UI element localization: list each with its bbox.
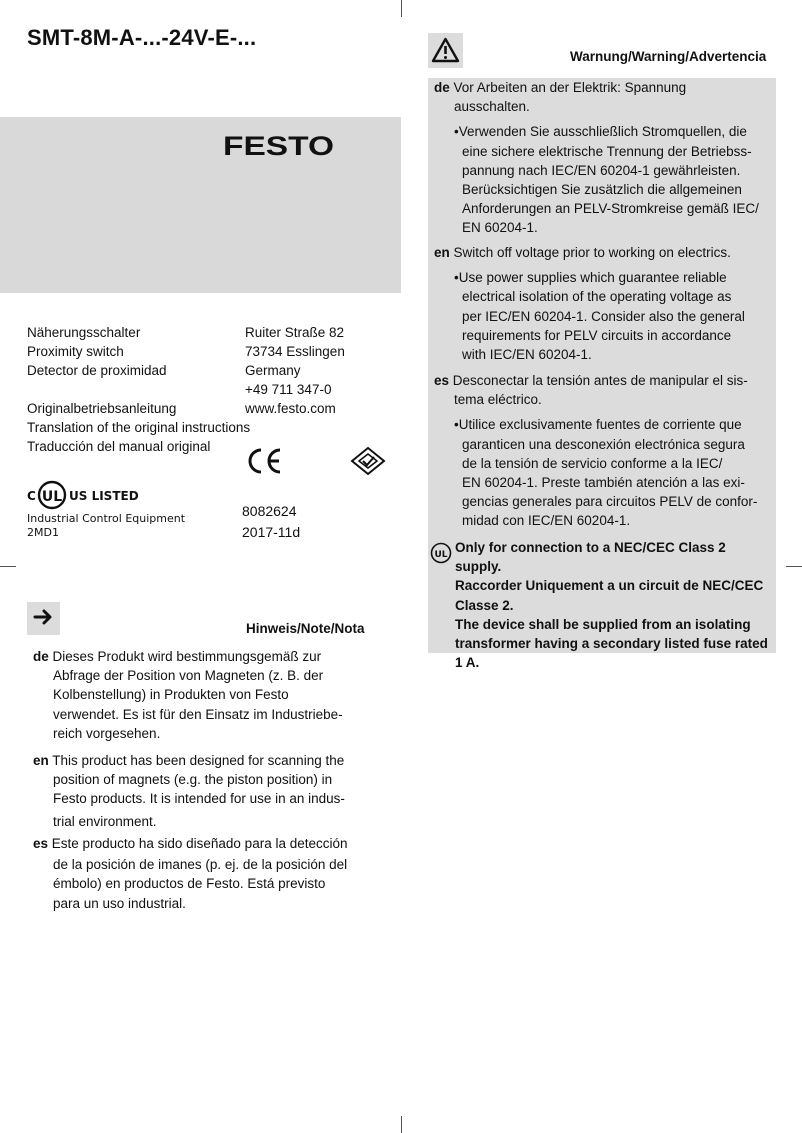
address-street: Ruiter Straße 82 (245, 325, 345, 340)
manual-name-en: Translation of the original instructions (27, 420, 251, 435)
warning-es-bullet-line: de la tensión de servicio conforme a la IEC/ (462, 455, 723, 471)
note-en-line: trial environment. (53, 813, 157, 829)
note-en-line: Festo products. It is intended for use in an indus- (53, 791, 345, 807)
ul-note-line: Only for connection to a NEC/CEC Class 2 supply. (455, 540, 726, 575)
warning-es-bullet-line: EN 60204-1. Preste también atención a las exi- (462, 475, 745, 491)
product-name-en: Proximity switch (27, 344, 124, 359)
warning-triangle-icon (428, 33, 463, 68)
manual-name-de: Originalbetriebsanleitung (27, 401, 177, 416)
document-title: SMT-8M-A-...-24V-E-... (27, 25, 257, 50)
note-de-line: verwendet. Es ist für den Einsatz im Industriebe- (53, 706, 343, 722)
lang-code-de: de (434, 80, 450, 95)
warning-en-bullet-line: per IEC/EN 60204-1. Consider also the general (462, 308, 745, 324)
warning-de-bullet-line: eine sichere elektrische Trennung der Betriebss- (462, 143, 752, 159)
lang-code-es: es (33, 836, 49, 851)
note-de-line: Dieses Produkt wird bestimmungsgemäß zur (52, 649, 322, 664)
warning-es-bullet-line: gencias generales para circuitos PELV de confor- (462, 494, 758, 510)
warning-en (434, 243, 774, 364)
ul-c-letter: C (27, 489, 36, 503)
warning-de-bullet-line: Anforderungen an PELV-Stromkreise gemäß IEC/ (462, 201, 759, 217)
note-es (33, 834, 378, 913)
note-en-line: position of magnets (e.g. the piston position) in (53, 772, 333, 788)
warning-es-bullet-line: •Utilice exclusivamente fuentes de corriente que (454, 417, 742, 433)
warning-en-bullet-line: with IEC/EN 60204-1. (462, 347, 592, 363)
warning-de-bullet-line: pannung nach IEC/EN 60204-1 gewährleisten. (462, 162, 741, 178)
note-de-line: reich vorgesehen. (53, 725, 161, 741)
note-en-line: This product has been designed for scanning the (52, 753, 345, 768)
crop-mark-right (786, 566, 802, 567)
note-es-line: de la posición de imanes (p. ej. de la posición del (53, 857, 348, 873)
warning-es-bullet-line: garanticen una desconexión electrónica segura (462, 436, 745, 452)
ul-listed-mark (27, 480, 187, 510)
ul-note-line: transformer having a secondary listed fuse rated (455, 636, 768, 652)
document-version: 2017-11d (242, 524, 301, 540)
manual-name-es: Traducción del manual original (27, 439, 211, 454)
note-de-line: Kolbenstellung) in Produkten von Festo (53, 687, 289, 703)
note-de (33, 647, 373, 743)
ul-note-line: Classe 2. (455, 597, 514, 613)
address-city: 73734 Esslingen (245, 344, 345, 359)
address-phone: +49 711 347-0 (245, 382, 332, 397)
rcm-mark-icon (349, 446, 387, 476)
ul-note-line: Raccorder Uniquement a un circuit de NEC/CEC (455, 578, 764, 594)
product-names (27, 323, 167, 380)
crop-mark-top (401, 0, 402, 17)
address-website: www.festo.com (245, 401, 336, 416)
arrow-right-icon (27, 602, 60, 635)
ul-small-icon-text: UL (434, 550, 448, 560)
crop-mark-left (0, 566, 16, 567)
lang-code-es: es (434, 373, 450, 388)
warning-en-line: Switch off voltage prior to working on electrics. (453, 245, 731, 260)
document-number: 8082624 (242, 503, 297, 519)
warning-icon-box (428, 33, 463, 68)
crop-mark-bottom (401, 1116, 402, 1133)
ul-class2-note (455, 538, 775, 672)
note-heading: Hinweis/Note/Nota (246, 621, 365, 636)
ul-us-listed-text: US LISTED (69, 489, 139, 503)
lang-code-en: en (33, 753, 49, 768)
ul-category-code: 2MD1 (27, 526, 59, 539)
warning-en-bullet-line: electrical isolation of the operating voltage as (462, 289, 732, 305)
company-address (245, 323, 345, 418)
warning-heading: Warnung/Warning/Advertencia (570, 49, 767, 64)
warning-en-bullet-line: •Use power supplies which guarantee reliable (454, 270, 727, 286)
warning-de-bullet-line: Berücksichtigen Sie zusätzlich die allgemeinen (462, 182, 742, 198)
warning-de-line: Vor Arbeiten an der Elektrik: Spannung (453, 80, 687, 95)
ul-circle-text: UL (41, 489, 63, 505)
warning-es-line: Desconectar la tensión antes de manipular el sis- (452, 373, 748, 388)
warning-en-bullet-line: requirements for PELV circuits in accordance (462, 327, 732, 343)
ul-note-line: 1 A. (455, 655, 480, 671)
festo-logo-text: FESTO (223, 131, 334, 159)
lang-code-en: en (434, 245, 450, 260)
warning-de (434, 78, 774, 238)
brand-panel (0, 117, 401, 293)
ul-small-icon (430, 542, 452, 564)
note-es-line: Este producto ha sido diseñado para la detección (51, 836, 348, 851)
warning-es (434, 371, 774, 531)
note-icon-box (27, 602, 60, 635)
ul-category-name: Industrial Control Equipment (27, 512, 186, 525)
ce-mark-icon (245, 447, 285, 475)
warning-de-bullet-line: EN 60204-1. (462, 220, 538, 236)
festo-logo (223, 131, 334, 159)
note-es-line: para un uso industrial. (53, 895, 186, 911)
product-name-de: Näherungsschalter (27, 325, 141, 340)
warning-de-bullet-line: •Verwenden Sie ausschließlich Stromquellen, die (454, 124, 747, 140)
note-es-line: émbolo) en productos de Festo. Está previsto (53, 876, 326, 892)
warning-es-line: tema eléctrico. (454, 392, 542, 408)
manual-names (27, 399, 250, 456)
product-name-es: Detector de proximidad (27, 363, 167, 378)
ul-circle-icon (37, 480, 67, 510)
address-country: Germany (245, 363, 301, 378)
warning-es-bullet-line: midad con IEC/EN 60204-1. (462, 513, 631, 529)
note-en (33, 751, 373, 831)
warning-de-line: ausschalten. (454, 99, 530, 115)
lang-code-de: de (33, 649, 49, 664)
ul-note-line: The device shall be supplied from an isolating (455, 616, 751, 632)
ul-category (27, 512, 185, 540)
note-de-line: Abfrage der Position von Magneten (z. B. der (53, 668, 324, 684)
